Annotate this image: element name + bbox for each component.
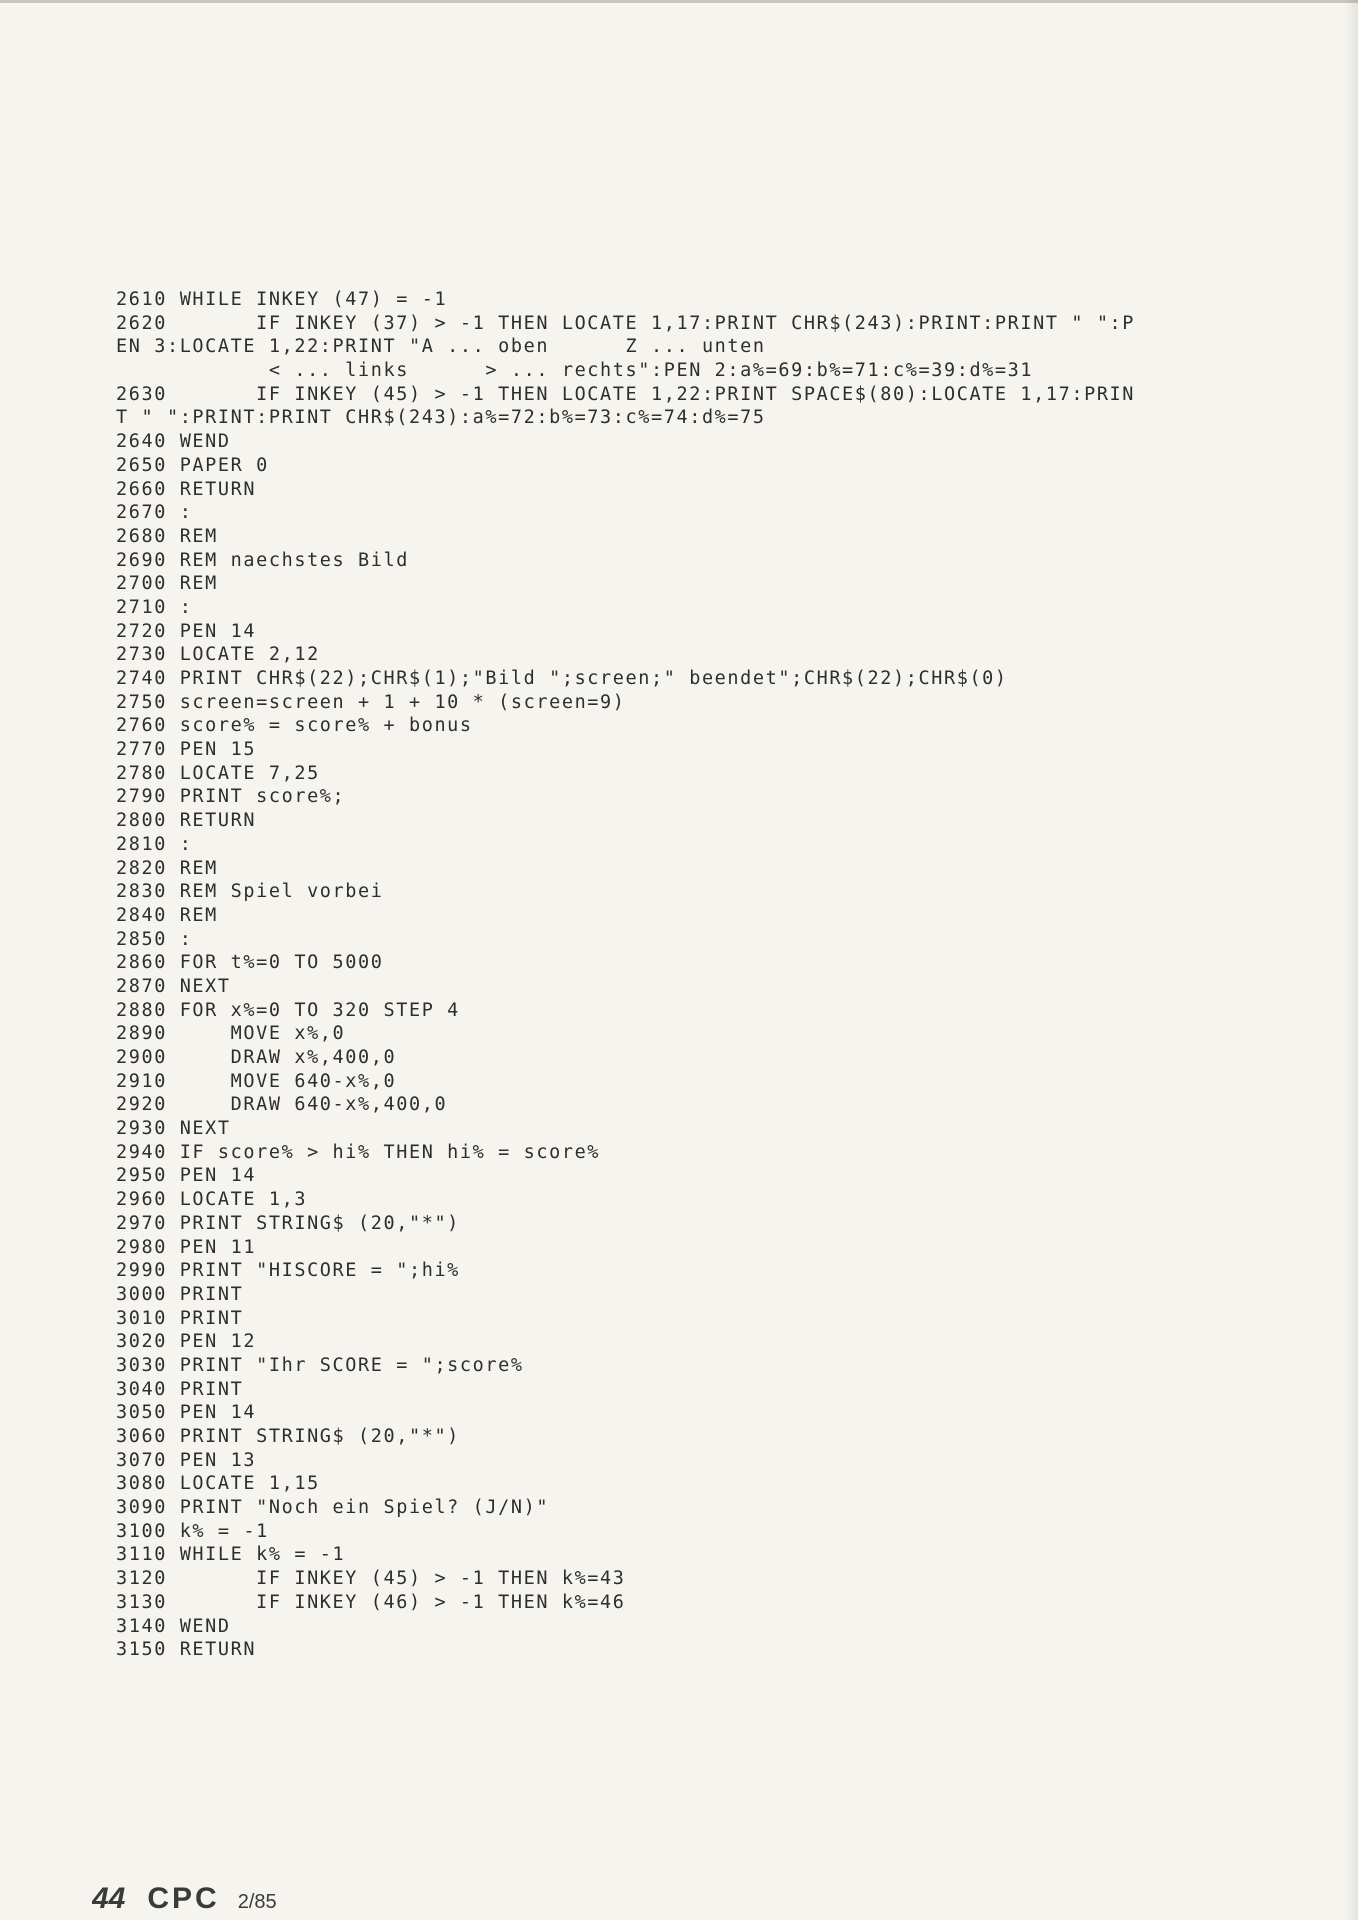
page-top-edge xyxy=(0,0,1358,3)
code-line: 2780 LOCATE 7,25 xyxy=(116,762,320,784)
code-line: EN 3:LOCATE 1,22:PRINT "A ... oben Z ... unten xyxy=(116,336,766,358)
code-line: 2920 DRAW 640-x%,400,0 xyxy=(116,1094,448,1116)
code-line: 2840 REM xyxy=(116,904,218,926)
basic-program-listing xyxy=(116,288,1266,1662)
code-line: 2770 PEN 15 xyxy=(116,739,257,761)
code-line: 2950 PEN 14 xyxy=(116,1165,257,1187)
code-line: 2620 IF INKEY (37) > -1 THEN LOCATE 1,17:PRINT CHR$(243):PRINT:PRINT " ":P xyxy=(116,312,1136,334)
code-line: 3070 PEN 13 xyxy=(116,1449,257,1471)
code-line: 2650 PAPER 0 xyxy=(116,454,269,476)
code-line: 3020 PEN 12 xyxy=(116,1331,257,1353)
code-line: 2690 REM naechstes Bild xyxy=(116,549,409,571)
code-line: 2680 REM xyxy=(116,525,218,547)
code-line: T " ":PRINT:PRINT CHR$(243):a%=72:b%=73:c%=74:d%=75 xyxy=(116,407,766,429)
code-line: 3090 PRINT "Noch ein Spiel? (J/N)" xyxy=(116,1497,550,1519)
code-line: 2880 FOR x%=0 TO 320 STEP 4 xyxy=(116,999,460,1021)
code-line: 2730 LOCATE 2,12 xyxy=(116,644,320,666)
code-line: 2760 score% = score% + bonus xyxy=(116,715,473,737)
code-line: 2720 PEN 14 xyxy=(116,620,257,642)
code-line: 2870 NEXT xyxy=(116,975,231,997)
code-line: 2750 screen=screen + 1 + 10 * (screen=9) xyxy=(116,691,626,713)
page-right-shadow xyxy=(1344,0,1358,1920)
code-line: 3030 PRINT "Ihr SCORE = ";score% xyxy=(116,1354,524,1376)
code-line: 2700 REM xyxy=(116,573,218,595)
code-line: 2890 MOVE x%,0 xyxy=(116,1023,346,1045)
code-line: 2790 PRINT score%; xyxy=(116,786,346,808)
code-line: 2970 PRINT STRING$ (20,"*") xyxy=(116,1212,460,1234)
code-line: 3050 PEN 14 xyxy=(116,1402,257,1424)
code-line: 2940 IF score% > hi% THEN hi% = score% xyxy=(116,1141,601,1163)
code-line: 3060 PRINT STRING$ (20,"*") xyxy=(116,1426,460,1447)
code-line: 3080 LOCATE 1,15 xyxy=(116,1473,320,1495)
code-line: 2660 RETURN xyxy=(116,478,257,500)
code-line: 3110 WHILE k% = -1 xyxy=(116,1544,346,1566)
code-line: 2820 REM xyxy=(116,857,218,879)
issue-number: 2/85 xyxy=(237,1891,277,1912)
page-number: 44 xyxy=(92,1882,126,1912)
code-line: 3040 PRINT xyxy=(116,1378,244,1400)
code-line: 2710 : xyxy=(116,596,193,618)
page-footer xyxy=(92,1882,277,1912)
code-line: 3130 IF INKEY (46) > -1 THEN k%=46 xyxy=(116,1591,626,1613)
code-line: 2910 MOVE 640-x%,0 xyxy=(116,1070,397,1092)
code-line: 2630 IF INKEY (45) > -1 THEN LOCATE 1,22:PRINT SPACE$(80):LOCATE 1,17:PRIN xyxy=(116,383,1136,405)
code-line: 2850 : xyxy=(116,928,193,950)
code-line: 2900 DRAW x%,400,0 xyxy=(116,1047,397,1068)
code-line: 2960 LOCATE 1,3 xyxy=(116,1189,308,1211)
magazine-name: CPC xyxy=(147,1882,220,1912)
code-line: 3120 IF INKEY (45) > -1 THEN k%=43 xyxy=(116,1568,626,1590)
code-line: 2860 FOR t%=0 TO 5000 xyxy=(116,952,384,974)
code-line: 3140 WEND xyxy=(116,1615,231,1637)
code-line: 2990 PRINT "HISCORE = ";hi% xyxy=(116,1260,460,1282)
code-line: 2640 WEND xyxy=(116,431,231,453)
code-line: 3100 k% = -1 xyxy=(116,1520,269,1542)
code-line: 2610 WHILE INKEY (47) = -1 xyxy=(116,289,448,310)
code-line: 2930 NEXT xyxy=(116,1118,231,1140)
code-line: 2670 : xyxy=(116,502,193,524)
code-line: 3000 PRINT xyxy=(116,1283,244,1305)
code-line: 2980 PEN 11 xyxy=(116,1236,257,1258)
code-line: 2810 : xyxy=(116,833,193,855)
code-line: 2800 RETURN xyxy=(116,810,257,832)
code-line: 3010 PRINT xyxy=(116,1307,244,1329)
code-line: 3150 RETURN xyxy=(116,1639,257,1661)
code-line: 2830 REM Spiel vorbei xyxy=(116,881,384,903)
code-line: 2740 PRINT CHR$(22);CHR$(1);"Bild ";screen;" beendet";CHR$(22);CHR$(0) xyxy=(116,668,1008,689)
code-line: < ... links > ... rechts":PEN 2:a%=69:b%=71:c%=39:d%=31 xyxy=(116,360,1034,382)
